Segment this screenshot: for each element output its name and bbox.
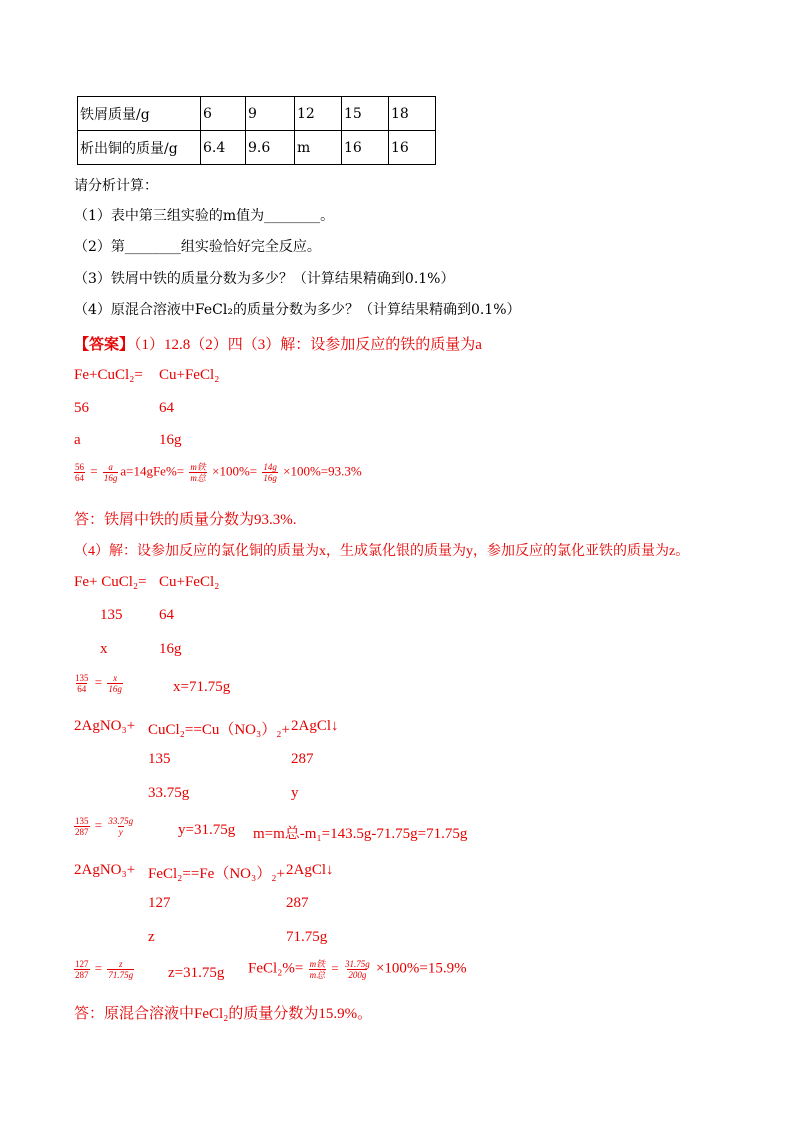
molar-mass: 287 (286, 895, 309, 911)
fraction: $\frac{\text{m铁}}{\text{m总}}$ (190, 462, 206, 483)
molar-mass: 127 (148, 895, 171, 911)
calc-line-4: $\frac{127}{287}$ = $\frac{z}{71.75g}$ (75, 959, 134, 980)
molar-mass: 135 (100, 607, 123, 623)
calc-result: y=31.75g (178, 822, 236, 838)
table-cell: 15 (342, 97, 389, 131)
equation-mid: FeCl₂==Fe（NO₃）₂+ (148, 866, 285, 882)
table-row (78, 131, 436, 165)
question-3: （3）铁屑中铁的质量分数为多少？（计算结果精确到0.1%） (74, 271, 455, 287)
calc-result: z=31.75g (168, 965, 225, 981)
table-cell: m (295, 131, 342, 165)
molar-mass: 135 (148, 751, 171, 767)
equation-left: Fe+CuCl₂= (74, 367, 143, 383)
molar-mass: 287 (291, 751, 314, 767)
answer-heading (74, 333, 482, 354)
question-4-solution: （4）解：设参加反应的氯化铜的质量为x，生成氯化银的质量为y，参加反应的氯化亚铁的质量为z。 (74, 544, 690, 559)
table-cell: 18 (389, 97, 436, 131)
variable: z (148, 929, 155, 945)
table-cell: 9 (246, 97, 295, 131)
equation-left: 2AgNO₃+ (74, 718, 136, 734)
answer-head: （1）12.8（2）四（3）解：设参加反应的铁的质量为a (134, 337, 482, 353)
calc-line-3: $\frac{135}{287}$ = $\frac{33.75g}{y}$ (75, 816, 134, 837)
table-cell: 12 (295, 97, 342, 131)
table-cell: 析出铜的质量/g (78, 131, 201, 165)
prompt-text: 请分析计算： (74, 178, 158, 194)
table-cell: 9.6 (246, 131, 295, 165)
answer-tag: 【答案】 (74, 337, 135, 353)
variable: 71.75g (286, 929, 328, 945)
molar-mass: 56 (74, 400, 89, 416)
table-cell: 铁屑质量/g (78, 97, 201, 131)
variable: 16g (159, 432, 182, 448)
molar-mass: 64 (159, 607, 174, 623)
equation-right: 2AgCl↓ (286, 862, 334, 878)
fraction: $\frac{a}{16g}$ (103, 462, 118, 483)
question-1: （1）表中第三组实验的m值为________。 (74, 208, 335, 224)
variable: 16g (159, 641, 182, 657)
calc-result-2: m=m总-m₁=143.5g-71.75g=71.75g (253, 826, 468, 842)
equation-right: 2AgCl↓ (291, 718, 339, 734)
calc-line-4b: FeCl₂%= $\frac{\text{m铁}}{\text{m总}}$ = $\frac{31.75g}{200g}$ ×100%=15.9% (248, 959, 467, 980)
equation-mid: CuCl₂==Cu（NO₃）₂+ (148, 722, 290, 738)
variable: y (291, 785, 299, 801)
question-2: （2）第________组实验恰好完全反应。 (74, 239, 321, 255)
equation-left: 2AgNO₃+ (74, 862, 136, 878)
variable: a (74, 432, 81, 448)
equation-left: Fe+ CuCl₂= (74, 574, 147, 590)
calc-line-1: $\frac{56}{64}$ = $\frac{a}{16g}$ a=14gFe%= $\frac{\text{m铁}}{\text{m总}}$ ×100%= $\frac{14g}{16g}$ ×100%=93.3% (75, 462, 362, 483)
answer-3: 答：铁屑中铁的质量分数为93.3%. (74, 512, 297, 528)
data-table (77, 96, 436, 165)
table-cell: 6 (201, 97, 246, 131)
variable: 33.75g (148, 785, 190, 801)
question-4: （4）原混合溶液中FeCl₂的质量分数为多少？（计算结果精确到0.1%） (74, 302, 521, 318)
molar-mass: 64 (159, 400, 174, 416)
table-row (78, 97, 436, 131)
table-cell: 6.4 (201, 131, 246, 165)
variable: x (100, 641, 108, 657)
equation-right: Cu+FeCl₂ (159, 367, 220, 383)
final-answer: 答：原混合溶液中FeCl₂的质量分数为15.9%。 (74, 1006, 373, 1022)
calc-result: x=71.75g (173, 679, 231, 695)
equation-right: Cu+FeCl₂ (159, 574, 220, 590)
calc-line-2: $\frac{135}{64}$ = $\frac{x}{16g}$ (75, 673, 122, 694)
fraction: $\frac{56}{64}$ (75, 462, 84, 483)
table-cell: 16 (389, 131, 436, 165)
fraction: $\frac{14g}{16g}$ (263, 462, 277, 483)
table-cell: 16 (342, 131, 389, 165)
